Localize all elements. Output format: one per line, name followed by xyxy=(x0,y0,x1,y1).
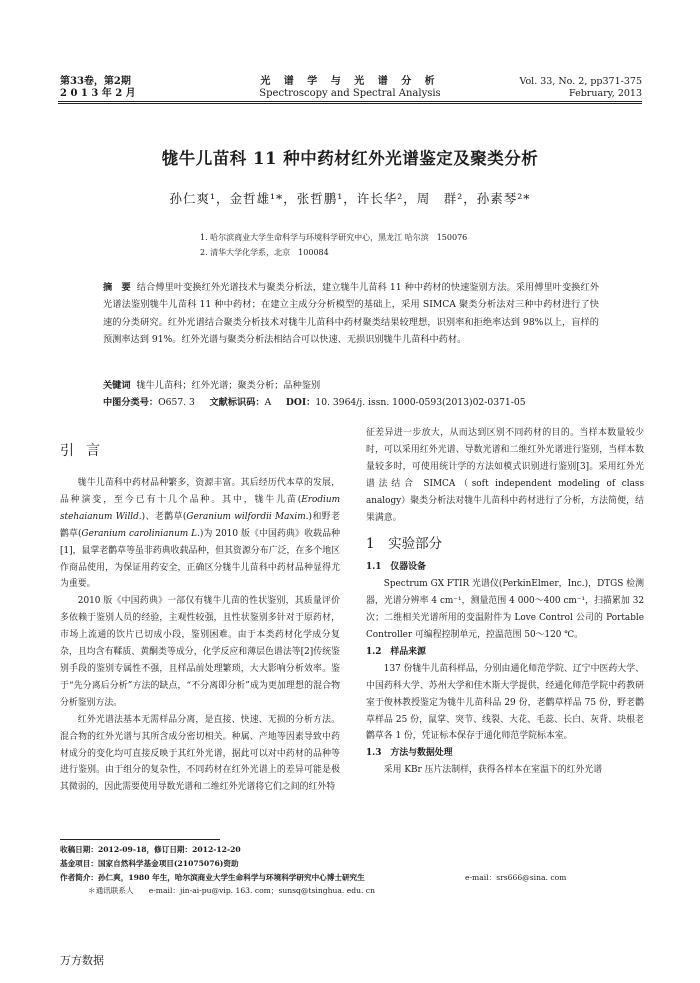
clc-label: 中图分类号： xyxy=(103,397,159,408)
paper-title: 牻牛儿苗科 11 种中药材红外光谱鉴定及聚类分析 xyxy=(161,149,539,168)
doi-value: 10. 3964/j. issn. 1000-0593(2013)02-0371-05 xyxy=(315,397,526,408)
intro-p1-part-d: )为 2010 版《中国药典》收载品种[1]，鼠掌老鹳草等虽非药典收载品种，但其资源分布广泛，在多个地区作商品使用，为保证用药安全，正确区分牻牛儿苗科中药材品种显得尤为重要。 xyxy=(60,528,340,590)
species-wilfordii: Geranium wilfordii Maxim. xyxy=(186,511,309,522)
abstract-label: 摘 要 xyxy=(103,282,131,293)
intro-paragraph-2: 2010 版《中国药典》一部仅有牻牛儿苗的性状鉴别，其质量评价多依赖于鉴别人员的经验，主观性较强，且性状鉴别多针对于原药材，市场上流通的饮片已切成小段，鉴别困难。由于本类药材化学成分复杂，且均含有鞣质、黄酮类等成分，化学反应和薄层色谱法等[2]传统鉴别手段的鉴别专属性不强，且样品前处理繁琐，大大影响分析效率。鉴于“先分离后分析”方法的缺点，“不分离即分析”成为更加理想的混合物分析鉴别方法。 xyxy=(60,596,340,708)
doi-label: DOI： xyxy=(285,397,316,408)
footnote-fund: 基金项目：国家自然科学基金项目(21075076)资助 xyxy=(60,858,239,868)
footnotes xyxy=(60,843,660,898)
subsection-1-2-text: 137 份牻牛儿苗科样品，分别由通化师范学院、辽宁中医药大学、中国药科大学、苏州大学和佳木斯大学提供，经通化师范学院中药教研室于俊林教授鉴定为牻牛儿苗科品 29 份，老鹳草样品 75 份，野老鹳草样品 25 份，鼠掌、突节、线裂、大花、毛蕊、长白、灰背、块根老鹳草各 1 份，凭证标本保存于通化师范学院标本室。 xyxy=(366,663,644,742)
affiliation-2: 2. 清华大学化学系，北京 100084 xyxy=(200,248,329,257)
species-carolinianum: Geranium carolinianum L. xyxy=(81,528,200,539)
doc-code-label: 文献标识码： xyxy=(209,397,265,408)
affiliations xyxy=(200,230,467,260)
vol-issue-cn: 第33卷，第2期 xyxy=(60,76,131,87)
footnote-received: 收稿日期：2012-09-18，修订日期：2012-12-20 xyxy=(60,845,241,854)
subsection-1-3-text: 采用 KBr 压片法制样，获得各样本在室温下的红外光谱 xyxy=(383,765,603,776)
section-1-heading: 1 实验部分 xyxy=(366,536,443,553)
affiliation-1: 1. 哈尔滨商业大学生命科学与环境科学研究中心，黑龙江 哈尔滨 150076 xyxy=(200,233,468,242)
keywords-label: 关键词 xyxy=(103,380,131,391)
classification-line xyxy=(103,394,623,411)
watermark-text: 万方数据 xyxy=(60,954,104,967)
clc-value: O657. 3 xyxy=(158,397,195,408)
abstract-text: 结合傅里叶变换红外光谱技术与聚类分析法，建立牻牛儿苗科 11 种中药材的快速鉴别方法。采用傅里叶变换红外光谱法鉴别牻牛儿苗科 11 种中药材；在建立主成分分析模型的基础上，采用 SIMCA 聚类分析法对三种中药材进行了快速的分类研究。红外光谱结合聚类分析技术对牻牛儿苗科中药材聚类结果较理想，识别率和拒绝率达到 98%以上，盲样的预测率达到 91%。红外光谱与聚类分析法相结合可以快速、无损识别牻牛儿苗科中药材。 xyxy=(103,282,600,346)
footnote-rule xyxy=(60,839,220,840)
abstract xyxy=(103,279,599,349)
keywords-text: 牻牛儿苗科；红外光谱；聚类分析；品种鉴别 xyxy=(136,380,321,391)
intro-p1-part-b: )、老鹳草( xyxy=(141,511,187,522)
month-en: February, 2013 xyxy=(569,88,642,99)
subsection-1-3-heading: 1.3 方法与数据处理 xyxy=(366,748,453,759)
journal-name-cn: 光 谱 学 与 光 谱 分 析 xyxy=(260,76,440,87)
author-list: 孙仁爽¹，金哲雄¹*，张哲鹏¹，许长华²，周 群²，孙素琴²* xyxy=(169,191,531,206)
journal-name-en: Spectroscopy and Spectral Analysis xyxy=(259,88,441,99)
footnote-author-email: e-mail：srs666@sina. com xyxy=(465,872,567,882)
doc-code-value: A xyxy=(264,397,272,408)
issue-info xyxy=(60,76,136,100)
intro-p1-part-a: 牻牛儿苗科中药材品种繁多，资源丰富。其后经历代本草的发展，品种演变，至今已有十几个品种。其中，牻牛儿苗( xyxy=(60,478,340,505)
subsection-1-1-heading: 1.1 仪器设备 xyxy=(366,562,426,573)
header-rule-top xyxy=(58,101,642,102)
issue-info-en xyxy=(519,76,642,100)
keywords-block xyxy=(103,377,623,411)
keywords-line xyxy=(103,377,623,394)
intro-paragraph-3: 红外光谱法基本无需样品分离，是直接、快速、无损的分析方法。混合物的红外光谱与其所含成分密切相关。种属、产地等因素导致中药材成分的变化均可直接反映于其红外光谱，据此可以对中药材的品种等进行鉴别。由于组分的复杂性，不同药材在红外光谱上的差异可能是极其微弱的，因此需要使用导数光谱和二维红外光谱将它们之间的红外特 xyxy=(60,714,340,793)
vol-en: Vol. 33, No. 2, pp371-375 xyxy=(519,76,642,87)
intro-paragraph-continued: 征差异进一步放大，从而达到区别不同药材的目的。当样本数量较少时，可以采用红外光谱、导数光谱和二维红外光谱进行鉴别，当样本数量较多时，可使用统计学的方法如模式识别进行鉴别[3]。采用红外光谱法结合 SIMCA（soft independent modeling of class analogy）聚类分析法对牻牛儿苗科中药材进行了分析，方法简便，结果满意。 xyxy=(366,428,644,523)
intro-heading: 引言 xyxy=(60,443,112,459)
header-rule-bottom xyxy=(58,103,642,104)
intro-paragraph-1 xyxy=(60,475,340,593)
intro-p1-part-c: )和野老鹳草( xyxy=(60,511,341,539)
subsection-1-1-text: Spectrum GX FTIR 光谱仪(PerkinElmer，Inc.)，DTGS 检测器，光谱分辨率 4 cm⁻¹，测量范围 4 000～400 cm⁻¹，扫描累加 32 次；二维相关光谱所用的变温附件为 Love Control 公司的 Portable Controller 可编程控制单元，控温范围 50～120 ℃。 xyxy=(366,579,644,640)
subsection-1-2-heading: 1.2 样品来源 xyxy=(366,646,426,657)
left-column xyxy=(60,475,340,796)
footnote-author-line xyxy=(60,871,660,885)
footnote-corresponding: ＊通讯联系人 e-mail：jin-ai-pu@vip. 163. com；sunsq@tsinghua. edu. cn xyxy=(88,886,375,896)
year-month-cn: 2 0 1 3 年 2 月 xyxy=(60,88,136,99)
species-erodium: Erodium stehaianum Willd. xyxy=(60,494,340,522)
right-column xyxy=(366,425,644,779)
footnote-author: 作者简介：孙仁爽，1980 年生，哈尔滨商业大学生命科学与环境科学研究中心博士研究生 xyxy=(60,872,365,882)
journal-name xyxy=(250,76,450,100)
